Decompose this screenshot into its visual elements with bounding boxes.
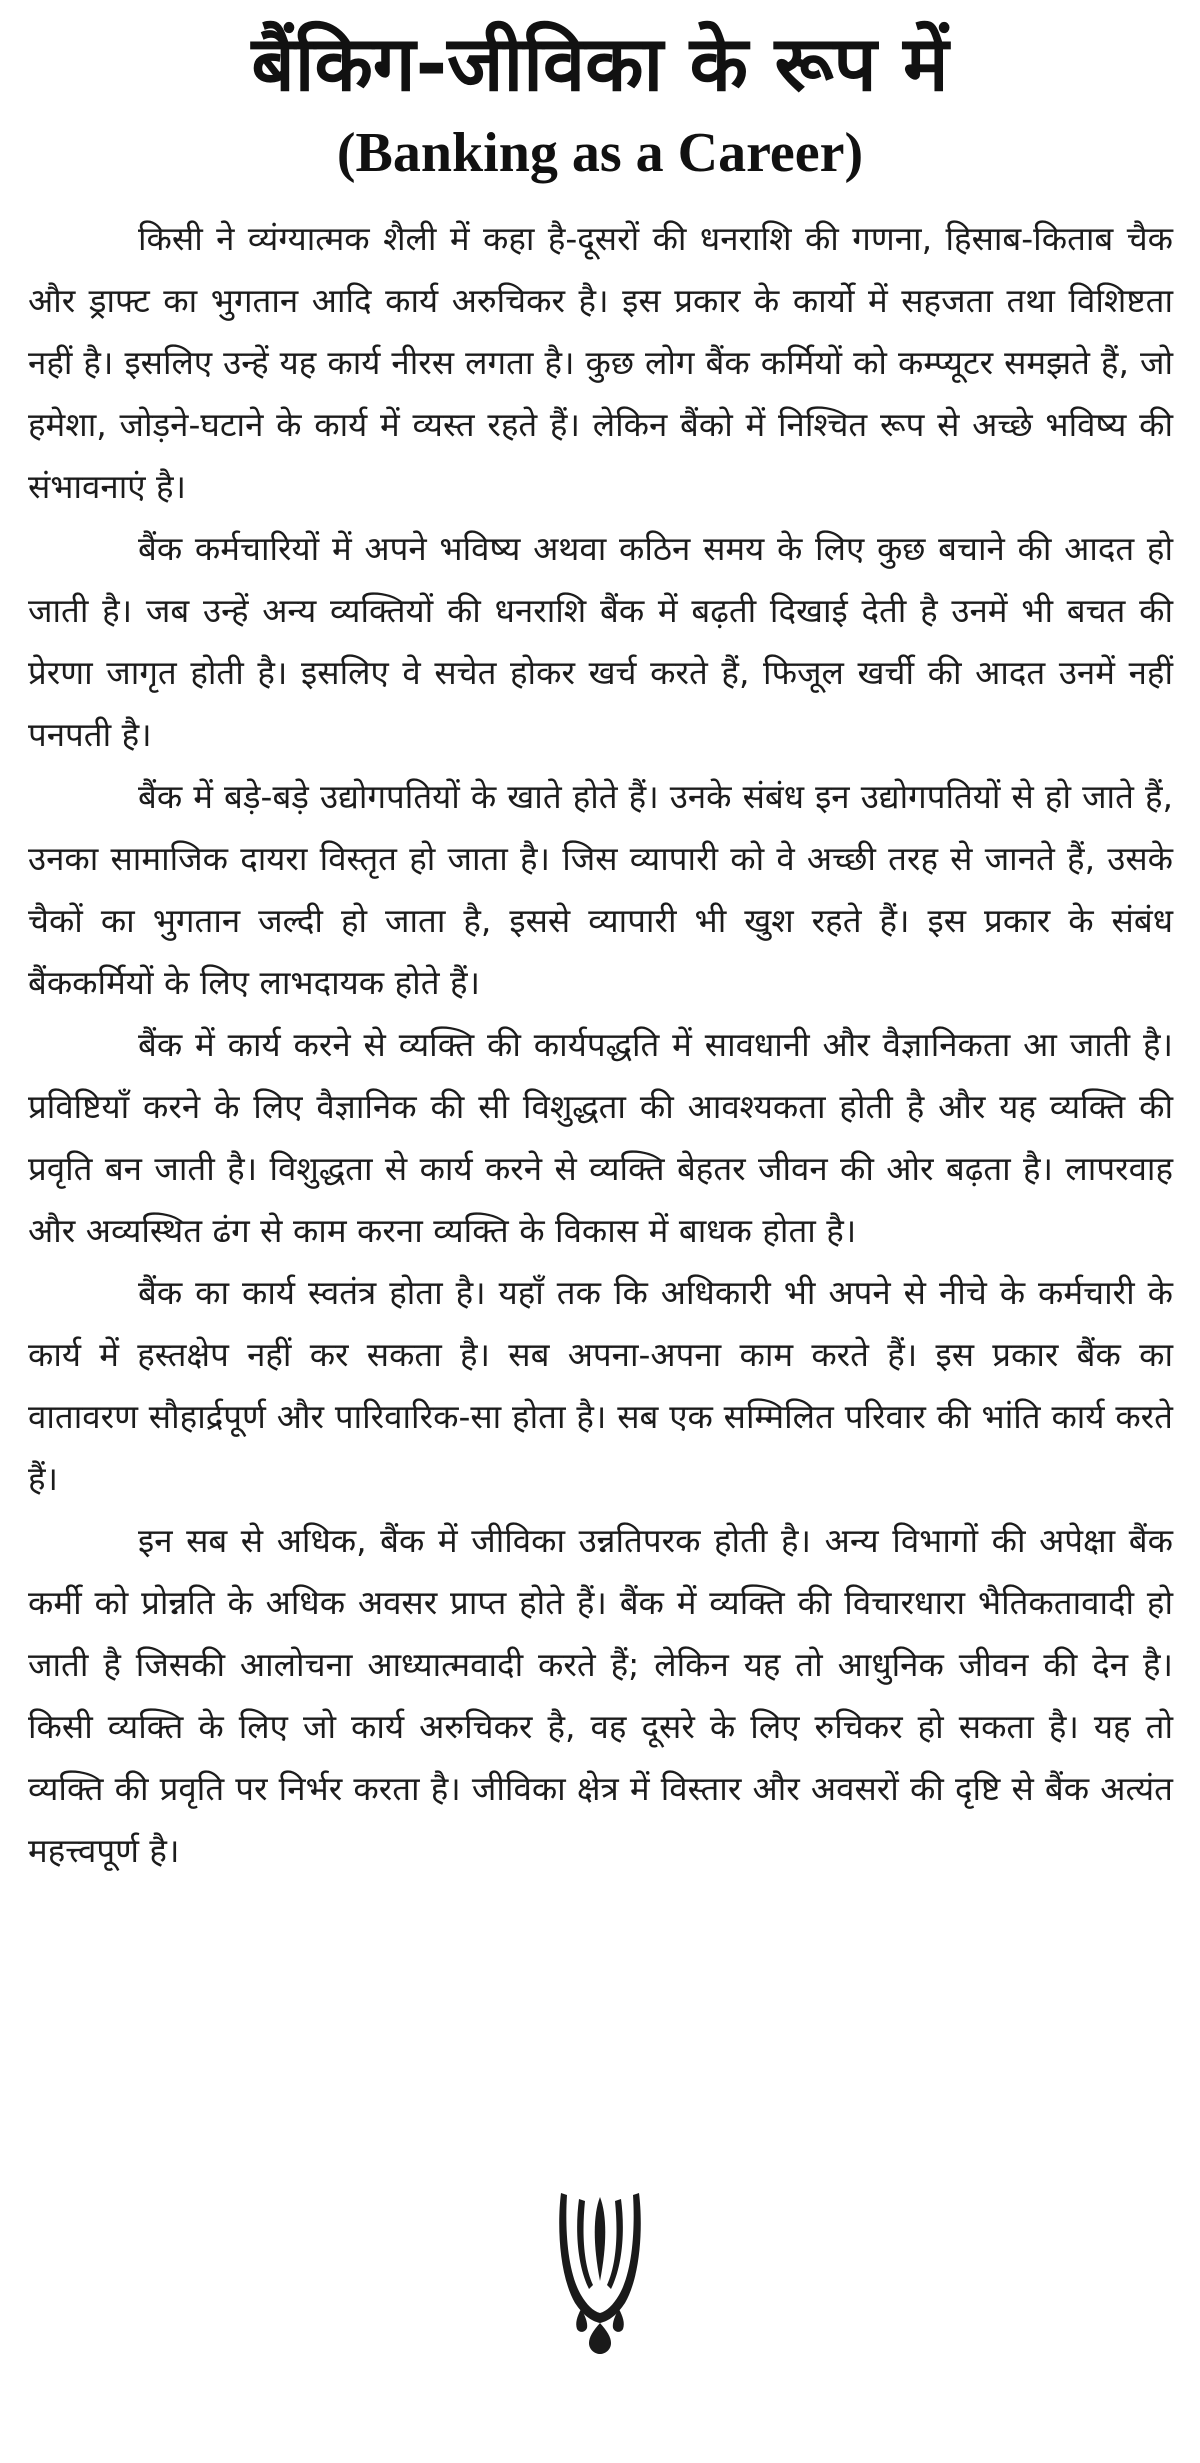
paragraph-3: बैंक में बड़े-बड़े उद्योगपतियों के खाते होते हैं। उनके संबंध इन उद्योगपतियों से हो जाते हैं, उनका सामाजिक दायरा विस्तृत हो जाता है। जिस व्यापारी को वे अच्छी तरह से जानते हैं, उसके चैकों का भुगतान जल्दी हो जाता है, इससे व्यापारी भी खुश रहते हैं। इस प्रकार के संबंध बैंककर्मियों के लिए लाभदायक होते हैं। xyxy=(28,777,1173,1002)
page-title-hindi: बैंकिग-जीविका के रूप में xyxy=(251,19,949,108)
paragraph-1: किसी ने व्यंग्यात्मक शैली में कहा है-दूसरों की धनराशि की गणना, हिसाब-किताब चैक और ड्राफ्ट का भुगतान आदि कार्य अरुचिकर है। इस प्रकार के कार्यो में सहजता तथा विशिष्टता नहीं है। इसलिए उन्हें यह कार्य नीरस लगता है। कुछ लोग बैंक कर्मियों को कम्प्यूटर समझते हैं, जो हमेशा, जोड़ने-घटाने के कार्य में व्यस्त रहते हैं। लेकिन बैंको में निश्चित रूप से अच्छे भविष्य की संभावनाएं है। xyxy=(28,219,1173,506)
essay-body xyxy=(28,208,1173,1882)
paragraph-4: बैंक में कार्य करने से व्यक्ति की कार्यपद्धति में सावधानी और वैज्ञानिकता आ जाती है। प्रविष्टियाँ करने के लिए वैज्ञानिक की सी विशुद्धता की आवश्यकता होती है और यह व्यक्ति की प्रवृति बन जाती है। विशुद्धता से कार्य करने से व्यक्ति बेहतर जीवन की ओर बढ़ता है। लापरवाह और अव्यस्थित ढंग से काम करना व्यक्ति के विकास में बाधक होता है। xyxy=(28,1025,1173,1250)
paragraph-2: बैंक कर्मचारियों में अपने भविष्य अथवा कठिन समय के लिए कुछ बचाने की आदत हो जाती है। जब उन्हें अन्य व्यक्तियों की धनराशि बैंक में बढ़ती दिखाई देती है उनमें भी बचत की प्रेरणा जागृत होती है। इसलिए वे सचेत होकर खर्च करते हैं, फिजूल खर्ची की आदत उनमें नहीं पनपती है। xyxy=(28,529,1173,754)
tilak-ornament-icon xyxy=(555,2185,645,2355)
paragraph-6: इन सब से अधिक, बैंक में जीविका उन्नतिपरक होती है। अन्य विभागों की अपेक्षा बैंक कर्मी को प्रोन्नति के अधिक अवसर प्राप्त होते हैं। बैंक में व्यक्ति की विचारधारा भैतिकतावादी हो जाती है जिसकी आलोचना आध्यात्मवादी करते हैं; लेकिन यह तो आधुनिक जीवन की देन है। किसी व्यक्ति के लिए जो कार्य अरुचिकर है, वह दूसरे के लिए रुचिकर हो सकता है। यह तो व्यक्ति की प्रवृति पर निर्भर करता है। जीविका क्षेत्र में विस्तार और अवसरों की दृष्टि से बैंक अत्यंत महत्त्वपूर्ण है। xyxy=(28,1521,1173,1870)
paragraph-5: बैंक का कार्य स्वतंत्र होता है। यहाँ तक कि अधिकारी भी अपने से नीचे के कर्मचारी के कार्य में हस्तक्षेप नहीं कर सकता है। सब अपना-अपना काम करते हैं। इस प्रकार बैंक का वातावरण सौहार्द्रपूर्ण और पारिवारिक-सा होता है। सब एक सम्मिलित परिवार की भांति कार्य करते हैं। xyxy=(28,1273,1173,1498)
page-title-english: (Banking as a Career) xyxy=(336,122,864,184)
